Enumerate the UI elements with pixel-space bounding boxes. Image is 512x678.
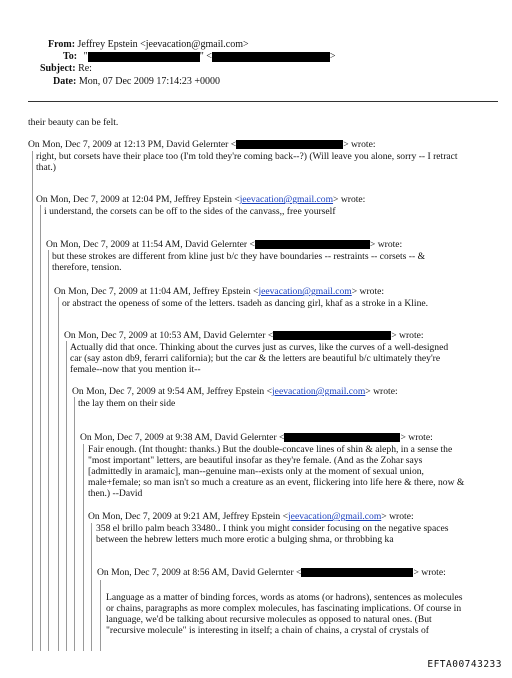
quote-bar: [66, 341, 67, 651]
quote-line: between the hebrew letters much more erotic a bulging shma, or throbbing ka: [96, 534, 394, 545]
date-value: Mon, 07 Dec 2009 17:14:23 +0000: [78, 76, 221, 87]
date-row: [53, 76, 220, 87]
to-label: To:: [63, 51, 78, 62]
quote-header: On Mon, Dec 7, 2009 at 11:04 AM, Jeffrey Epstein <jeevacation@gmail.com> wrote:: [54, 286, 385, 297]
email-link[interactable]: jeevacation@gmail.com: [288, 511, 382, 522]
quote-line: that.): [36, 162, 56, 173]
subject-label: Subject:: [40, 63, 76, 74]
quote-bar: [32, 151, 33, 651]
redaction-bar: [255, 240, 370, 249]
quote-line: or chains, paragraphs as more complex molecules, has fascinating implications. Of course in: [106, 603, 462, 614]
to-quote-mid: " <: [199, 51, 212, 62]
document-id: EFTA00743233: [427, 659, 502, 670]
quote-bar: [74, 397, 75, 651]
quote-bar: [48, 250, 49, 651]
quote-line: or abstract the openess of some of the letters. tsadeh as dancing girl, khaf as a stroke in a Kline.: [62, 298, 429, 309]
to-close: >: [329, 51, 336, 62]
quote-line: right, but corsets have their place too (I'm told they're coming back--?) (Will leave you alone, sorry -- I retract: [36, 151, 458, 162]
quote-line: [admittedly in aramaic], man--genuine man--exists only at the moment of sexual union,: [88, 466, 424, 477]
quote-line: therefore, tension.: [52, 262, 122, 273]
email-link[interactable]: jeevacation@gmail.com: [239, 194, 334, 205]
quote-line: but these strokes are different from kline just b/c they have boundaries -- restraints -- corsets -- &: [52, 251, 426, 262]
quote-header: On Mon, Dec 7, 2009 at 10:53 AM, David Gelernter < > wrote:: [64, 330, 424, 341]
quote-line: Language as a matter of binding forces, words as atoms (or hadrons), sentences as molecules: [106, 592, 463, 603]
to-row: [63, 51, 336, 62]
quote-bar: [83, 444, 84, 651]
date-label: Date:: [53, 76, 77, 87]
quote-header: On Mon, Dec 7, 2009 at 9:54 AM, Jeffrey Epstein <jeevacation@gmail.com> wrote:: [72, 386, 398, 397]
quote-line: Fair enough. (Int thought: thanks.) But the double-concave lines of shin & aleph, in a sense the: [88, 444, 453, 455]
quote-line: car (say aston db9, ferarri california); but the car & the letters are beautiful b/c ultimately they're: [70, 353, 441, 364]
quote-line: male+female; so man isn't so much a creature as an event, flickering into life here & there, now &: [88, 477, 465, 488]
quote-bar: [91, 523, 92, 651]
quote-header: On Mon, Dec 7, 2009 at 12:04 PM, Jeffrey Epstein <jeevacation@gmail.com> wrote:: [36, 194, 366, 205]
quote-line: the lay them on their side: [78, 398, 176, 409]
quote-header: On Mon, Dec 7, 2009 at 9:21 AM, Jeffrey Epstein <jeevacation@gmail.com> wrote:: [88, 511, 414, 522]
redaction-bar: [301, 568, 413, 577]
redaction-bar: [212, 52, 330, 62]
quote-bar: [58, 297, 59, 651]
subject-value: Re:: [78, 63, 92, 74]
quote-bar: [40, 205, 41, 651]
quote-header: On Mon, Dec 7, 2009 at 8:56 AM, David Gelernter < > wrote:: [97, 567, 446, 578]
quote-bar: [100, 580, 101, 651]
redaction-bar: [273, 331, 391, 340]
from-row: [48, 39, 249, 50]
quote-line: i understand, the corsets can be off to the sides of the canvass,, free yourself: [44, 206, 336, 217]
to-quote-open: ": [83, 51, 88, 62]
from-label: From:: [48, 39, 76, 50]
quote-line: Actually did that once. Thinking about the curves just as curves, like the curves of a well-designed: [70, 342, 449, 353]
quote-line: language, we'd be talking about recursive molecules as opposed to natural ones. (But: [106, 614, 432, 625]
subject-row: [40, 63, 92, 74]
email-link[interactable]: jeevacation@gmail.com: [272, 386, 366, 397]
quote-line: 358 el brillo palm beach 33480.. I think you might consider focusing on the negative spaces: [96, 523, 449, 534]
body-text: their beauty can be felt.: [28, 117, 119, 128]
header-divider: [28, 101, 498, 102]
quote-header: On Mon, Dec 7, 2009 at 12:13 PM, David Gelernter < > wrote:: [28, 139, 376, 150]
redaction-bar: [88, 52, 200, 62]
redaction-bar: [236, 140, 343, 149]
quote-line: then.) --David: [88, 488, 143, 499]
redaction-bar: [284, 433, 400, 442]
email-link[interactable]: jeevacation@gmail.com: [258, 286, 352, 297]
from-value: Jeffrey Epstein <jeevacation@gmail.com>: [77, 39, 249, 50]
quote-line: female--now that you mention it--: [70, 364, 201, 375]
quote-header: On Mon, Dec 7, 2009 at 11:54 AM, David Gelernter < > wrote:: [46, 239, 403, 250]
quote-header: On Mon, Dec 7, 2009 at 9:38 AM, David Gelernter < > wrote:: [80, 432, 433, 443]
quote-line: "most important" letters, are beautiful insofar as they're female. (And as the Zohar says: [88, 455, 423, 466]
quote-line: "recursive molecule" is interesting in itself; a chain of chains, a crystal of crystals of: [106, 625, 429, 636]
